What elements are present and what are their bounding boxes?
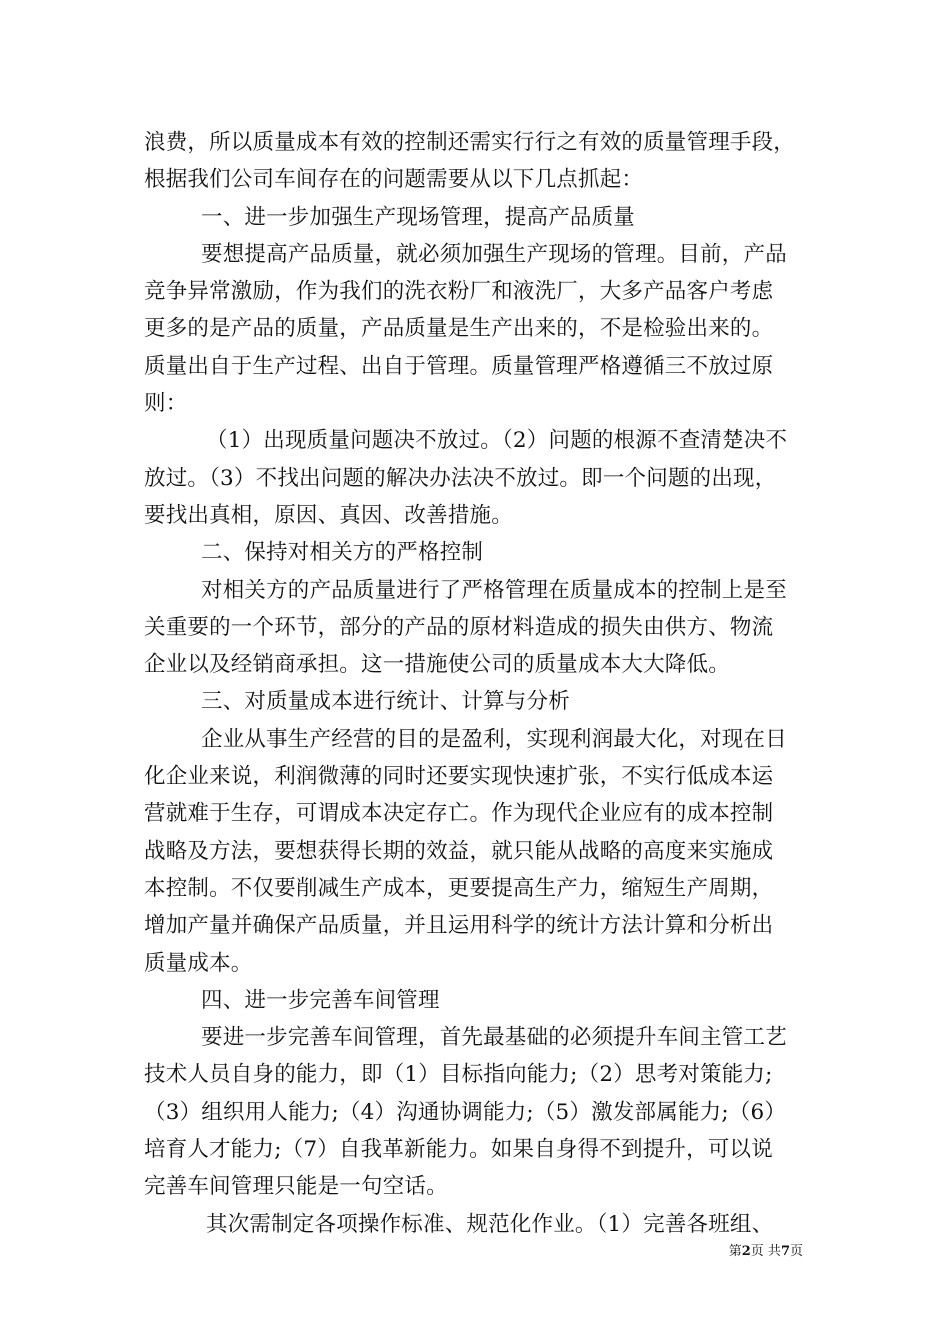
text-line: 化企业来说，利润微薄的同时还要实现快速扩张，不实行低成本运 [144, 764, 774, 790]
text-line: 对相关方的产品质量进行了严格管理在质量成本的控制上是至 [201, 577, 787, 603]
text-line: 根据我们公司车间存在的问题需要从以下几点抓起： [144, 167, 644, 193]
footer-prefix: 第 [728, 1244, 742, 1259]
text-line: 放过。（3）不找出问题的解决办法决不放过。即一个问题的出现， [144, 465, 777, 491]
text-line: （1）出现质量问题决不放过。（2）问题的根源不查清楚决不 [206, 428, 788, 454]
text-line: 关重要的一个环节，部分的产品的原材料造成的损失由供方、物流 [144, 614, 774, 640]
text-line: 质量出自于生产过程、出自于管理。质量管理严格遵循三不放过原 [144, 353, 774, 379]
text-line: 营就难于生存，可谓成本决定存亡。作为现代企业应有的成本控制 [144, 801, 774, 827]
total-page-number: 7 [780, 1244, 790, 1259]
text-line: （3）组织用人能力;（4）沟通协调能力;（5）激发部属能力;（6） [144, 1099, 787, 1125]
text-line: 则： [144, 391, 188, 417]
section-heading-4: 四、进一步完善车间管理 [201, 987, 440, 1013]
text-line: 要想提高产品质量，就必须加强生产现场的管理。目前，产品 [201, 241, 787, 267]
footer-suffix: 页 [789, 1244, 803, 1259]
text-line: 要进一步完善车间管理，首先最基础的必须提升车间主管工艺 [201, 1025, 787, 1051]
text-line: 质量成本。 [144, 950, 253, 976]
text-line: 增加产量并确保产品质量，并且运用科学的统计方法计算和分析出 [144, 913, 774, 939]
text-line: 竞争异常激励，作为我们的洗衣粉厂和液洗厂，大多产品客户考虑 [144, 279, 774, 305]
text-line: 企业从事生产经营的目的是盈利，实现利润最大化，对现在日 [201, 726, 787, 752]
current-page-number: 2 [741, 1244, 751, 1259]
text-line: 企业以及经销商承担。这一措施使公司的质量成本大大降低。 [144, 652, 730, 678]
text-line: 要找出真相，原因、真因、改善措施。 [144, 502, 513, 528]
text-line: 浪费，所以质量成本有效的控制还需实行行之有效的质量管理手段， [144, 130, 796, 155]
text-line: 战略及方法，要想获得长期的效益，就只能从战略的高度来实施成 [144, 838, 774, 864]
text-line: 技术人员自身的能力，即（1）目标指向能力;（2）思考对策能力; [144, 1062, 773, 1088]
text-line: 培育人才能力;（7）自我革新能力。如果自身得不到提升，可以说 [144, 1137, 773, 1163]
text-line: 完善车间管理只能是一句空话。 [144, 1174, 448, 1200]
text-line: 其次需制定各项操作标准、规范化作业。（1）完善各班组、 [206, 1211, 774, 1237]
section-heading-1: 一、进一步加强生产现场管理，提高产品质量 [201, 204, 636, 230]
footer-middle: 页 共 [750, 1244, 781, 1259]
text-line: 更多的是产品的质量，产品质量是生产出来的，不是检验出来的。 [144, 316, 774, 342]
page-number-footer [729, 1244, 803, 1260]
section-heading-2: 二、保持对相关方的严格控制 [201, 540, 484, 566]
document-body [144, 124, 812, 1243]
section-heading-3: 三、对质量成本进行统计、计算与分析 [201, 689, 570, 715]
text-line: 本控制。不仅要削减生产成本，更要提高生产力，缩短生产周期， [144, 875, 774, 901]
